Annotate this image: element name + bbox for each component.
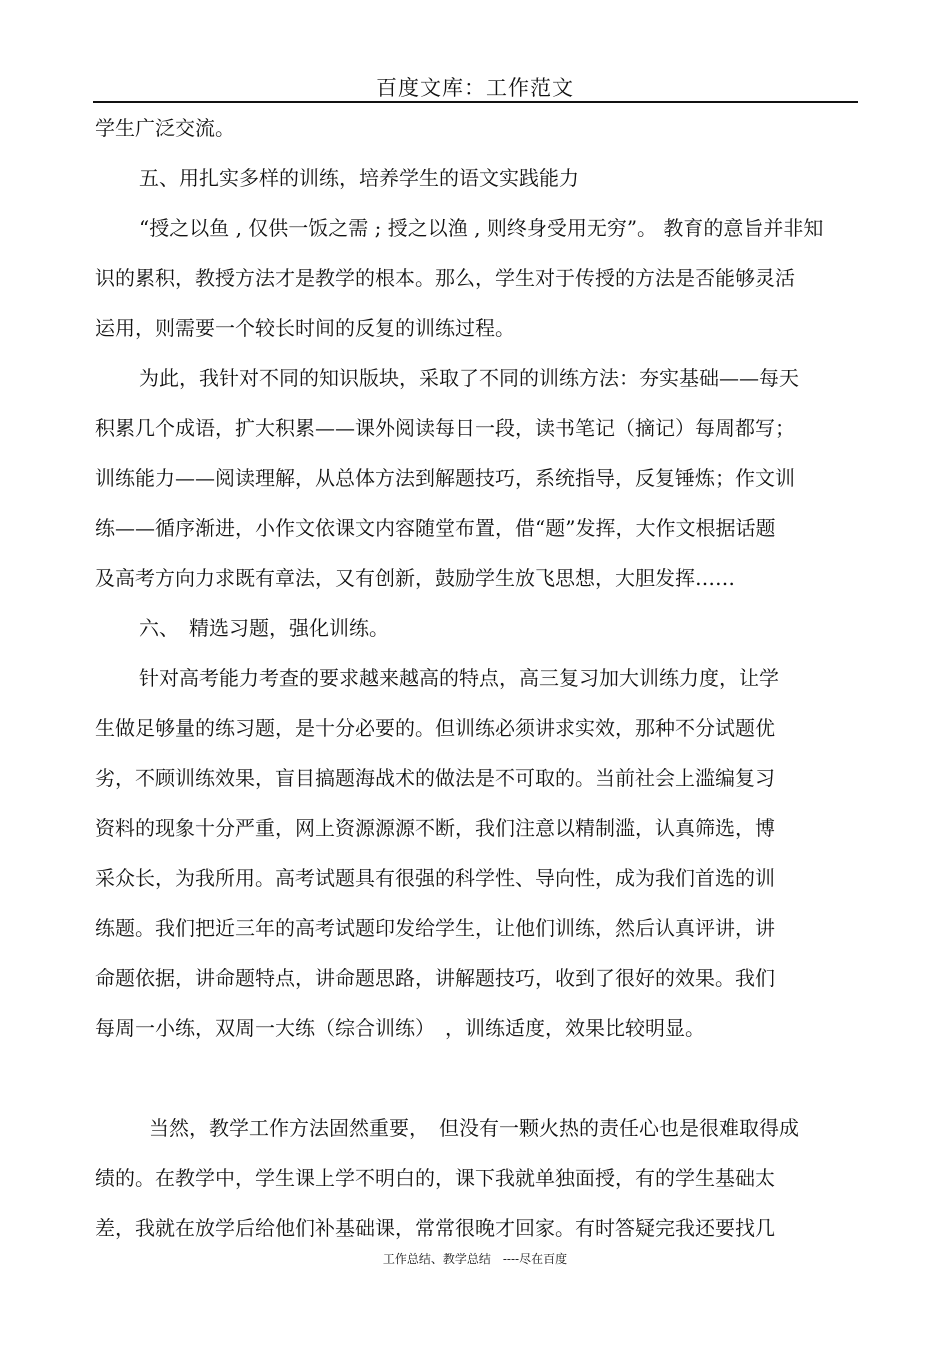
paragraph-line: 命题依据，讲命题特点，讲命题思路，讲解题技巧，收到了很好的效果。我们: [95, 966, 775, 990]
section-heading-six: 六、 精选习题，强化训练。: [139, 616, 389, 640]
paragraph-line: 采众长，为我所用。高考试题具有很强的科学性、导向性，成为我们首选的训: [95, 866, 775, 890]
header-rule: [93, 101, 858, 103]
paragraph-line: 资料的现象十分严重，网上资源源源不断，我们注意以精制滥，认真筛选，博: [95, 816, 775, 840]
page-footer: 工作总结、教学总结 ----尽在百度: [382, 1252, 568, 1266]
paragraph-line: 训练能力——阅读理解，从总体方法到解题技巧，系统指导，反复锤炼；作文训: [95, 466, 795, 490]
section-heading-five: 五、用扎实多样的训练，培养学生的语文实践能力: [139, 166, 579, 190]
paragraph-line: 为此，我针对不同的知识版块，采取了不同的训练方法：夯实基础——每天: [139, 366, 799, 390]
paragraph-line: 生做足够量的练习题，是十分必要的。但训练必须讲求实效，那种不分试题优: [95, 716, 775, 740]
paragraph-line: 识的累积，教授方法才是教学的根本。那么，学生对于传授的方法是否能够灵活: [95, 266, 795, 290]
paragraph-line: 及高考方向力求既有章法，又有创新，鼓励学生放飞思想，大胆发挥……: [95, 566, 735, 590]
paragraph-line: 每周一小练，双周一大练（综合训练） ，训练适度，效果比较明显。: [95, 1016, 705, 1040]
paragraph-line: “授之以鱼 , 仅供一饭之需 ; 授之以渔 , 则终身受用无穷”。 教育的意旨并非知: [139, 216, 824, 240]
paragraph-line: 运用，则需要一个较长时间的反复的训练过程。: [95, 316, 515, 340]
paragraph-line: 差，我就在放学后给他们补基础课，常常很晚才回家。有时答疑完我还要找几: [95, 1216, 775, 1240]
paragraph-line: 当然，教学工作方法固然重要， 但没有一颗火热的责任心也是很难取得成: [149, 1116, 799, 1140]
paragraph-line: 练——循序渐进，小作文依课文内容随堂布置，借“题”发挥，大作文根据话题: [95, 516, 776, 540]
page-header-title: 百度文库：工作范文: [376, 76, 574, 100]
paragraph-line: 劣，不顾训练效果，盲目搞题海战术的做法是不可取的。当前社会上滥编复习: [95, 766, 775, 790]
paragraph-line: 学生广泛交流。: [95, 116, 235, 140]
paragraph-line: 绩的。在教学中，学生课上学不明白的，课下我就单独面授，有的学生基础太: [95, 1166, 775, 1190]
paragraph-line: 练题。我们把近三年的高考试题印发给学生，让他们训练，然后认真评讲，讲: [95, 916, 775, 940]
paragraph-line: 针对高考能力考查的要求越来越高的特点，高三复习加大训练力度，让学: [139, 666, 779, 690]
paragraph-line: 积累几个成语，扩大积累——课外阅读每日一段，读书笔记（摘记）每周都写；: [95, 416, 795, 440]
